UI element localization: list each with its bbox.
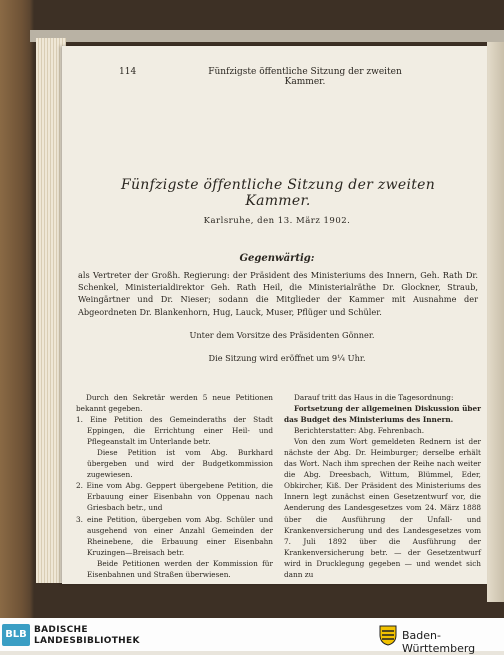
petition-note-2: Beide Petitionen werden der Kommission für Eisenbahnen und Straßen überwiesen. [87, 558, 273, 579]
chair-line: Unter dem Vorsitze des Präsidenten Gönner. [189, 330, 375, 340]
agenda-intro: Darauf tritt das Haus in die Tagesordnung: [294, 393, 454, 402]
right-column [284, 392, 481, 580]
present-heading: Gegenwärtig: [239, 253, 315, 264]
coat-of-arms-icon [378, 624, 398, 646]
opening-line: Die Sitzung wird eröffnet um 9¼ Uhr. [208, 353, 366, 363]
petition-item-2: 2. Eine vom Abg. Geppert übergebene Petition, die Erbauung einer Eisenbahn von Oppenau nach Griesbach betr., und [76, 481, 273, 513]
place-date: Karlsruhe, den 13. März 1902. [203, 216, 351, 226]
left-column [76, 392, 273, 580]
book-page [62, 46, 487, 584]
blb-logo[interactable]: BLB [2, 624, 30, 646]
library-name-line2: LANDESBIBLIOTHEK [34, 636, 140, 646]
petition-note-1: Diese Petition ist vom Abg. Burkhard übergeben und wird der Budgetkommission zugewiesen. [87, 448, 273, 480]
session-title: Fünfzigste öffentliche Sitzung der zweiten Kammer. [120, 177, 436, 209]
agenda-item: Fortsetzung der allgemeinen Diskussion über das Budget des Ministeriums des Innern. [284, 404, 481, 425]
page-number: 114 [119, 67, 137, 77]
petition-item-1: 1. Eine Petition des Gemeinderaths der Stadt Eppingen, die Errichtung einer Heil- und Pflegeanstalt im Unterlande betr. [76, 415, 273, 447]
library-name-line1: BADISCHE [34, 625, 88, 635]
book-cover-top [30, 30, 504, 42]
rapporteur-line: Berichterstatter: Abg. Fehrenbach. [294, 426, 425, 436]
announcement-paragraph: Durch den Sekretär werden 5 neue Petitionen bekannt gegeben. [76, 393, 273, 414]
attendees-paragraph: als Vertreter der Großh. Regierung: der Präsident des Ministeriums des Innern, Geh. Rath Dr. Schenkel, Ministerialdirektor Geh. Rath Heil, die Ministerialräthe Dr. Glockner, Straub, Weingärtner und Dr. Nieser; sodann die Mitglieder der Kammer mit Ausnahme der Abgeordneten Dr. Blankenhorn, Hug, Lauck, Muser, Pflüger und Schüler. [78, 270, 478, 317]
state-name: Baden-Württemberg [402, 629, 476, 655]
running-head: Fünfzigste öffentliche Sitzung der zweiten Kammer. [208, 67, 402, 87]
right-page-edge [487, 42, 504, 602]
proceedings-paragraph: Von den zum Wort gemeldeten Rednern ist der nächste der Abg. Dr. Heimburger; derselbe erhält das Wort. Nach ihm sprechen der Reihe nach weiter die Abg. Dreesbach, Wittum, Blümmel, Eder, Obkircher, Kiß. Der Präsident des Ministeriums des Innern legt zunächst einen Gesetzentwurf vor, die Aenderung des Landesgesetzes vom 24. März 1888 über die Ausführung der Unfall- und Krankenversicherung und des Landesgesetzes vom 7. Juli 1892 über die Ausführung der Krankenversicherung betr. — der Gesetzentwurf wird in Drucklegung gegeben — und wendet sich dann zu [284, 437, 481, 579]
petition-item-3: 3. eine Petition, übergeben vom Abg. Schüler und ausgehend von einer Anzahl Gemeinden der Rheinebene, die Erbauung einer Eisenbahn Kruzingen—Breisach betr. [76, 514, 273, 557]
